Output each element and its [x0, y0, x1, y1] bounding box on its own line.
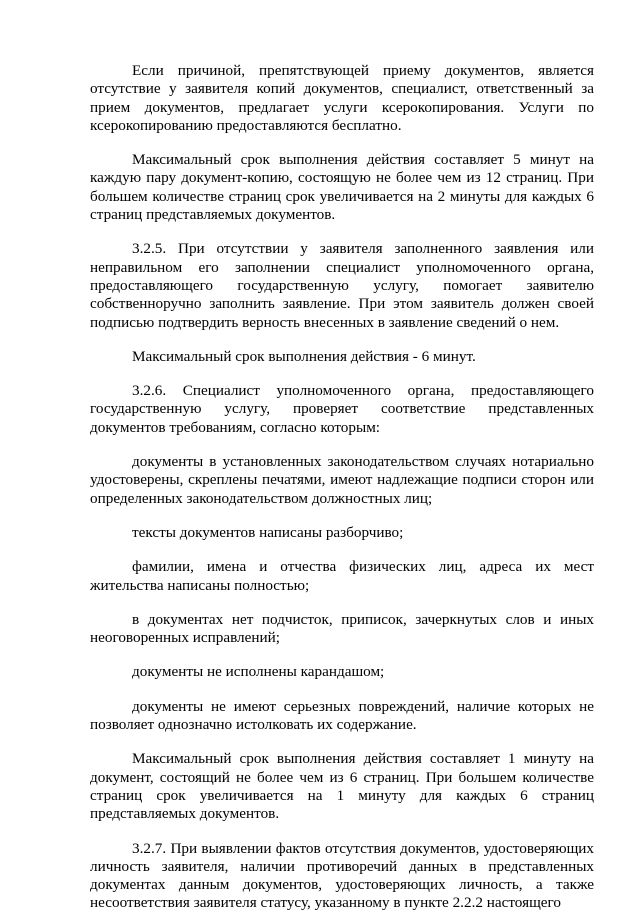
paragraph-3-2-6: 3.2.6. Специалист уполномоченного органа, предоставляющего государственную услугу, проверяет соответствие представленных документов требованиям, согласно которым:: [90, 382, 594, 436]
list-item-legible: тексты документов написаны разборчиво;: [132, 523, 404, 541]
paragraph-copy-time-limit: Максимальный срок выполнения действия составляет 5 минут на каждую пару документ-копию, состоящую не более чем из 12 страниц. При большем количестве страниц срок увеличивается на 2 минуты для каждых 6 страниц представляемых документов.: [90, 151, 594, 224]
paragraph-form-time-limit: Максимальный срок выполнения действия - 6 минут.: [132, 347, 476, 365]
list-item-full-names: фамилии, имена и отчества физических лиц, адреса их мест жительства написаны полностью;: [90, 558, 594, 594]
paragraph-3-2-5: 3.2.5. При отсутствии у заявителя заполненного заявления или неправильном его заполнении специалист уполномоченного органа, предоставляющего государственную услугу, помогает заявителю собственноручно заполнить заявление. При этом заявитель должен своей подписью подтвердить верность внесенных в заявление сведений о нем.: [90, 240, 594, 331]
paragraph-3-2-7: 3.2.7. При выявлении фактов отсутствия документов, удостоверяющих личность заявителя, наличии противоречий данных в представленных документах данным документов, удостоверяющих личность, а также несоответствия заявителя статусу, указанному в пункте 2.2.2 настоящего: [90, 839, 594, 912]
list-item-no-corrections: в документах нет подчисток, приписок, зачеркнутых слов и иных неоговоренных исправлений;: [90, 610, 594, 647]
paragraph-check-time-limit: Максимальный срок выполнения действия составляет 1 минуту на документ, состоящий не более чем из 6 страниц. При большем количестве страниц срок увеличивается на 1 минуту для каждых 6 страниц представляемых документов.: [90, 750, 594, 823]
list-item-no-pencil: документы не исполнены карандашом;: [132, 663, 385, 681]
list-item-no-damage: документы не имеют серьезных повреждений, наличие которых не позволяет однозначно истолковать их содержание.: [90, 697, 594, 734]
list-item-notarized: документы в установленных законодательством случаях нотариально удостоверены, скреплены печатями, имеют надлежащие подписи сторон или определенных законодательством должностных лиц;: [90, 453, 594, 507]
paragraph-copy-service: Если причиной, препятствующей приему документов, является отсутствие у заявителя копий документов, специалист, ответственный за прием документов, предлагает услуги ксерокопирования. Услуги по ксерокопированию предоставляются бесплатно.: [90, 62, 594, 134]
document-page: [90, 62, 594, 913]
